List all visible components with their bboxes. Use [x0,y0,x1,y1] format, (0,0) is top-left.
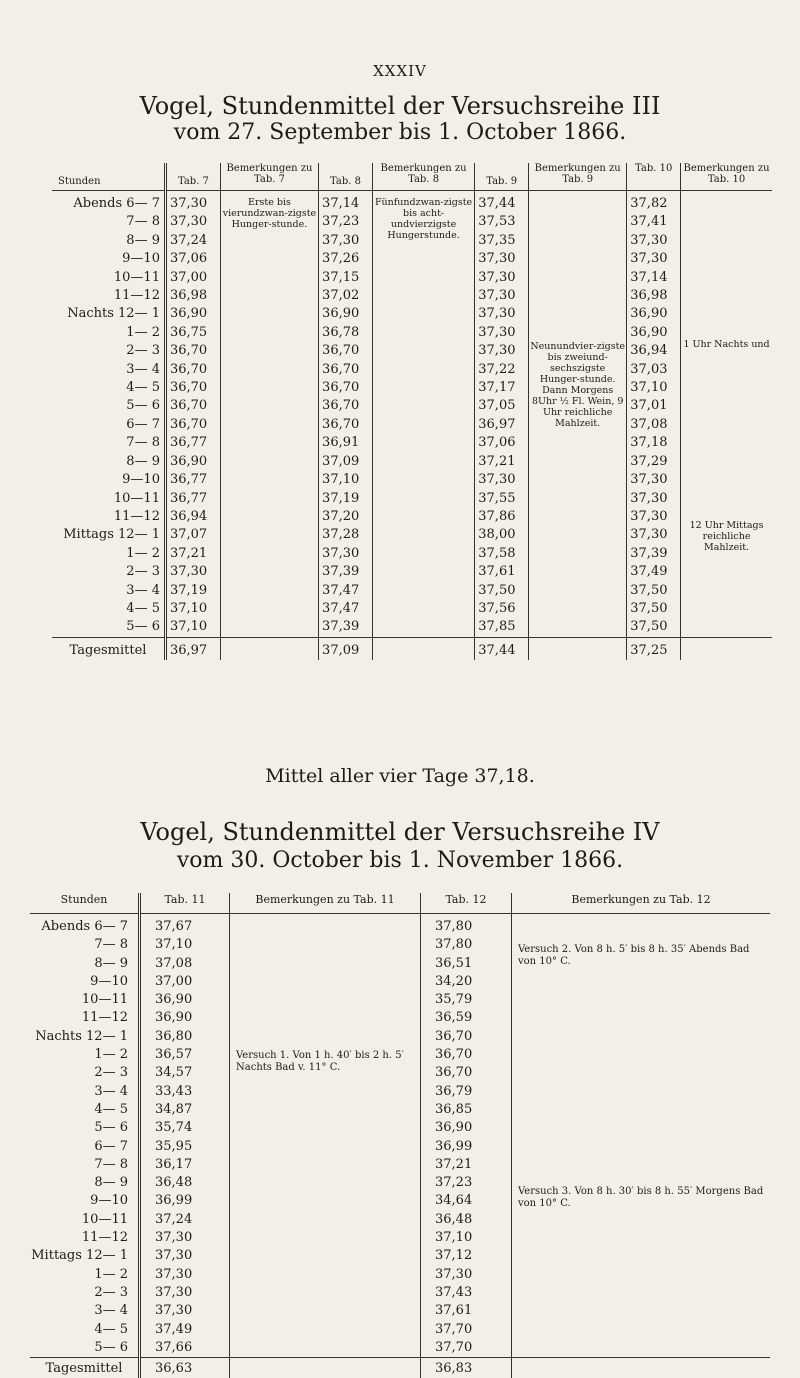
tagesmittel-tab10: 37,25 [627,637,681,660]
tab12-column: 37,80 37,80 36,51 34,20 35,79 36,59 36,70 36,70 36,70 36,79 36,85 36,90 36,99 37,21 37,23 34,64 36,48 37,10 37,12 37,30 37,43 37,61 37,70 37,70 [421,914,512,1358]
tab9-column: 37,44 37,53 37,35 37,30 37,30 37,30 37,30 37,30 37,30 37,22 37,17 37,05 36,97 37,06 37,21 37,30 37,55 37,86 38,00 37,58 37,61 37,50 37,56 37,85 [475,191,529,638]
header-stunden: Stunden [52,163,165,191]
header-rem8: Bemerkungen zu Tab. 8 [372,163,474,191]
hours-column: Abends 6— 7 7— 8 8— 9 9—10 10—11 11—12 Nachts 12— 1 1— 2 2— 3 3— 4 4— 5 5— 6 6— 7 7— 8 8— 9 9—10 10—11 11—12 Mittags 12— 1 1— 2 2— 3 3— 4 4— 5 5— 6 [31,919,128,1355]
rem12-note-versuch2: Versuch 2. Von 8 h. 5′ bis 8 h. 35′ Abends Bad von 10° C. [518,944,750,967]
mittel-aller-tage: Mittel aller vier Tage 37,18. [265,765,535,787]
page-number: XXXIV [373,62,427,80]
tagesmittel-empty-12 [512,1358,771,1378]
header-rem9: Bemerkungen zu Tab. 9 [529,163,627,191]
table-header-row [52,163,772,191]
table-versuchsreihe-iv [30,893,770,1378]
tagesmittel-empty-8 [372,637,474,660]
rem12-cell [512,914,771,1358]
header-tab9: Tab. 9 [475,163,529,191]
section-title-iii: Vogel, Stundenmittel der Versuchsreihe III [139,92,661,120]
table-versuchsreihe-iii [52,163,772,660]
rem7-cell: Erste bis vierundzwan-zigste Hunger-stunde. [220,191,318,638]
tagesmittel-tab12: 36,83 [421,1358,512,1378]
table-body-row [30,914,770,1358]
header-tab11: Tab. 11 [140,893,230,914]
tagesmittel-tab8: 37,09 [319,637,373,660]
header-tab12: Tab. 12 [421,893,512,914]
rem10-note-night: 1 Uhr Nachts und [683,339,770,350]
tagesmittel-empty-7 [220,637,318,660]
tab11-column: 37,67 37,10 37,08 37,00 36,90 36,90 36,80 36,57 34,57 33,43 34,87 35,74 35,95 36,17 36,48 36,99 37,24 37,30 37,30 37,30 37,30 37,30 37,49 37,66 [140,914,230,1358]
header-tab8: Tab. 8 [319,163,373,191]
rem10-cell [681,191,772,638]
header-rem10: Bemerkungen zu Tab. 10 [681,163,772,191]
tagesmittel-tab7: 36,97 [165,637,220,660]
section-subtitle-iii: vom 27. September bis 1. October 1866. [173,120,627,145]
tab7-column: 37,30 37,30 37,24 37,06 37,00 36,98 36,90 36,75 36,70 36,70 36,70 36,70 36,70 36,77 36,90 36,77 36,77 36,94 37,07 37,21 37,30 37,19 37,10 37,10 [165,191,220,638]
tagesmittel-empty-11 [230,1358,421,1378]
header-rem7: Bemerkungen zu Tab. 7 [220,163,318,191]
header-tab10: Tab. 10 [627,163,681,191]
tagesmittel-tab11: 36,63 [140,1358,230,1378]
rem12-note-versuch3: Versuch 3. Von 8 h. 30′ bis 8 h. 55′ Morgens Bad von 10° C. [518,1186,764,1209]
hours-column: Abends 6— 7 7— 8 8— 9 9—10 10—11 11—12 Nachts 12— 1 1— 2 2— 3 3— 4 4— 5 5— 6 6— 7 7— 8 8— 9 9—10 10—11 11—12 Mittags 12— 1 1— 2 2— 3 3— 4 4— 5 5— 6 [63,196,160,635]
header-rem12: Bemerkungen zu Tab. 12 [512,893,771,914]
tagesmittel-label: Tagesmittel [30,1358,140,1378]
header-rem11: Bemerkungen zu Tab. 11 [230,893,421,914]
tagesmittel-label: Tagesmittel [52,637,165,660]
tagesmittel-row [30,1358,770,1378]
tagesmittel-empty-9 [529,637,627,660]
tagesmittel-empty-10 [681,637,772,660]
tab8-column: 37,14 37,23 37,30 37,26 37,15 37,02 36,90 36,78 36,70 36,70 36,70 36,70 36,70 36,91 37,09 37,10 37,19 37,20 37,28 37,30 37,39 37,47 37,47 37,39 [319,191,373,638]
tagesmittel-tab9: 37,44 [475,637,529,660]
rem9-cell: Neunundvier-zigste bis zweiund-sechszigste Hunger-stunde. Dann Morgens 8Uhr ½ Fl. Wein, 9 Uhr reichliche Mahlzeit. [529,191,627,638]
table-header-row [30,893,770,914]
tab10-column: 37,82 37,41 37,30 37,30 37,14 36,98 36,90 36,90 36,94 37,03 37,10 37,01 37,08 37,18 37,29 37,30 37,30 37,30 37,30 37,39 37,49 37,50 37,50 37,50 [627,191,681,638]
rem10-note-midday: 12 Uhr Mittags reichliche Mahlzeit. [689,520,764,553]
section-subtitle-iv: vom 30. October bis 1. November 1866. [176,848,624,873]
section-title-iv: Vogel, Stundenmittel der Versuchsreihe IV [140,818,660,846]
table-body-row [52,191,772,638]
header-tab7: Tab. 7 [165,163,220,191]
tagesmittel-row [52,637,772,660]
rem11-cell: Versuch 1. Von 1 h. 40′ bis 2 h. 5′ Nachts Bad v. 11° C. [230,914,421,1358]
header-stunden: Stunden [30,893,140,914]
rem8-cell: Fünfundzwan-zigste bis acht-undvierzigste Hungerstunde. [372,191,474,638]
